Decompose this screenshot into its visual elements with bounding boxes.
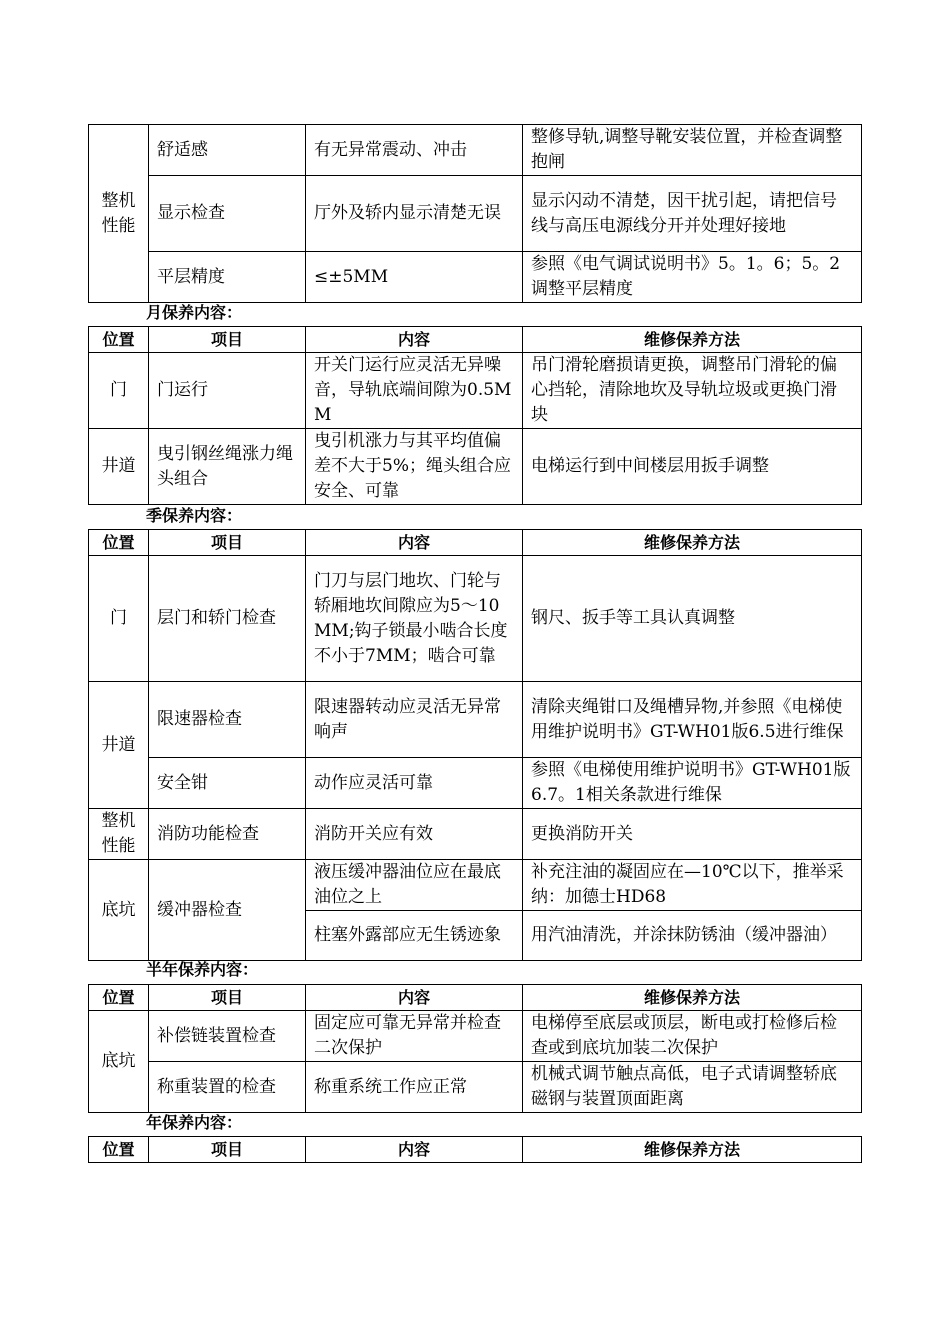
- table-row: [89, 125, 862, 176]
- content-cell: 曳引机涨力与其平均值偏差不大于5%；绳头组合应安全、可靠: [306, 429, 523, 505]
- table-row: [89, 429, 862, 505]
- content-cell: 消防开关应有效: [306, 809, 523, 860]
- header-item: 项目: [149, 530, 306, 556]
- content-cell: 称重系统工作应正常: [306, 1062, 523, 1113]
- position-cell: 井道: [89, 429, 149, 505]
- content-cell: 动作应灵活可靠: [306, 758, 523, 809]
- header-position: 位置: [89, 985, 149, 1011]
- position-cell: 门: [89, 556, 149, 682]
- method-cell: 更换消防开关: [523, 809, 862, 860]
- header-position: 位置: [89, 327, 149, 353]
- content-cell: 有无异常震动、冲击: [306, 125, 523, 176]
- table-monthly: [88, 326, 862, 505]
- method-cell: 清除夹绳钳口及绳槽异物,并参照《电梯使用维护说明书》GT-WH01版6.5进行维保: [523, 682, 862, 758]
- item-cell: 平层精度: [149, 252, 306, 303]
- method-cell: 钢尺、扳手等工具认真调整: [523, 556, 862, 682]
- header-method: 维修保养方法: [523, 1137, 862, 1163]
- item-cell: 缓冲器检查: [149, 860, 306, 961]
- content-cell: 柱塞外露部应无生锈迹象: [306, 911, 523, 961]
- table-quarterly: [88, 529, 862, 961]
- item-cell: 消防功能检查: [149, 809, 306, 860]
- position-cell: 整机 性能: [89, 125, 149, 303]
- position-cell: 底坑: [89, 1011, 149, 1113]
- table-row: [89, 353, 862, 429]
- header-position: 位置: [89, 1137, 149, 1163]
- header-content: 内容: [306, 1137, 523, 1163]
- header-item: 项目: [149, 1137, 306, 1163]
- table-machine-performance: [88, 124, 862, 303]
- method-cell: 参照《电气调试说明书》5。1。6；5。2调整平层精度: [523, 252, 862, 303]
- content-cell: 门刀与层门地坎、门轮与轿厢地坎间隙应为5～10MM;钩子锁最小啮合长度不小于7MM；啮合可靠: [306, 556, 523, 682]
- table-row: [89, 758, 862, 809]
- method-cell: 显示闪动不清楚，因干扰引起，请把信号线与高压电源线分开并处理好接地: [523, 176, 862, 252]
- header-content: 内容: [306, 327, 523, 353]
- header-content: 内容: [306, 985, 523, 1011]
- header-position: 位置: [89, 530, 149, 556]
- table-row: [89, 682, 862, 758]
- table-header-row: [89, 530, 862, 556]
- method-cell: 机械式调节触点高低，电子式请调整轿底磁钢与装置顶面距离: [523, 1062, 862, 1113]
- content-cell: 液压缓冲器油位应在最底油位之上: [306, 860, 523, 911]
- item-cell: 舒适感: [149, 125, 306, 176]
- table-header-row: [89, 985, 862, 1011]
- table-half-year: [88, 984, 862, 1113]
- header-item: 项目: [149, 327, 306, 353]
- table-row: [89, 176, 862, 252]
- table-row: [89, 556, 862, 682]
- content-cell: 固定应可靠无异常并检查二次保护: [306, 1011, 523, 1062]
- monthly-section-title: 月保养内容：: [146, 303, 243, 322]
- item-cell: 安全钳: [149, 758, 306, 809]
- method-cell: 参照《电梯使用维护说明书》GT-WH01版6.7。1相关条款进行维保: [523, 758, 862, 809]
- method-cell: 整修导轨,调整导靴安装位置，并检查调整抱闸: [523, 125, 862, 176]
- table-header-row: [89, 327, 862, 353]
- position-cell: 井道: [89, 682, 149, 809]
- method-cell: 吊门滑轮磨损请更换，调整吊门滑轮的偏心挡轮，清除地坎及导轨垃圾或更换门滑块: [523, 353, 862, 429]
- item-cell: 层门和轿门检查: [149, 556, 306, 682]
- header-content: 内容: [306, 530, 523, 556]
- half-year-section-title: 半年保养内容：: [146, 960, 259, 979]
- item-cell: 显示检查: [149, 176, 306, 252]
- table-row: [89, 1062, 862, 1113]
- content-cell: 开关门运行应灵活无异噪音，导轨底端间隙为0.5MM: [306, 353, 523, 429]
- table-yearly: [88, 1136, 862, 1163]
- quarterly-section-title: 季保养内容：: [146, 506, 243, 525]
- position-cell: 门: [89, 353, 149, 429]
- header-method: 维修保养方法: [523, 327, 862, 353]
- item-cell: 补偿链装置检查: [149, 1011, 306, 1062]
- header-item: 项目: [149, 985, 306, 1011]
- header-method: 维修保养方法: [523, 530, 862, 556]
- item-cell: 限速器检查: [149, 682, 306, 758]
- method-cell: 电梯停至底层或顶层，断电或打检修后检查或到底坑加装二次保护: [523, 1011, 862, 1062]
- content-cell: 限速器转动应灵活无异常响声: [306, 682, 523, 758]
- table-row: [89, 1011, 862, 1062]
- item-cell: 称重装置的检查: [149, 1062, 306, 1113]
- method-cell: 用汽油清洗，并涂抹防锈油（缓冲器油）: [523, 911, 862, 961]
- position-cell: 底坑: [89, 860, 149, 961]
- table-row: [89, 809, 862, 860]
- method-cell: 补充注油的凝固应在—10℃以下，推举采纳：加德士HD68: [523, 860, 862, 911]
- content-cell: 厅外及轿内显示清楚无误: [306, 176, 523, 252]
- item-cell: 曳引钢丝绳涨力绳头组合: [149, 429, 306, 505]
- header-method: 维修保养方法: [523, 985, 862, 1011]
- position-cell: 整机 性能: [89, 809, 149, 860]
- table-header-row: [89, 1137, 862, 1163]
- yearly-section-title: 年保养内容：: [146, 1113, 243, 1132]
- table-row: [89, 860, 862, 911]
- content-cell: ≤±5MM: [306, 252, 523, 303]
- method-cell: 电梯运行到中间楼层用扳手调整: [523, 429, 862, 505]
- item-cell: 门运行: [149, 353, 306, 429]
- table-row: [89, 252, 862, 303]
